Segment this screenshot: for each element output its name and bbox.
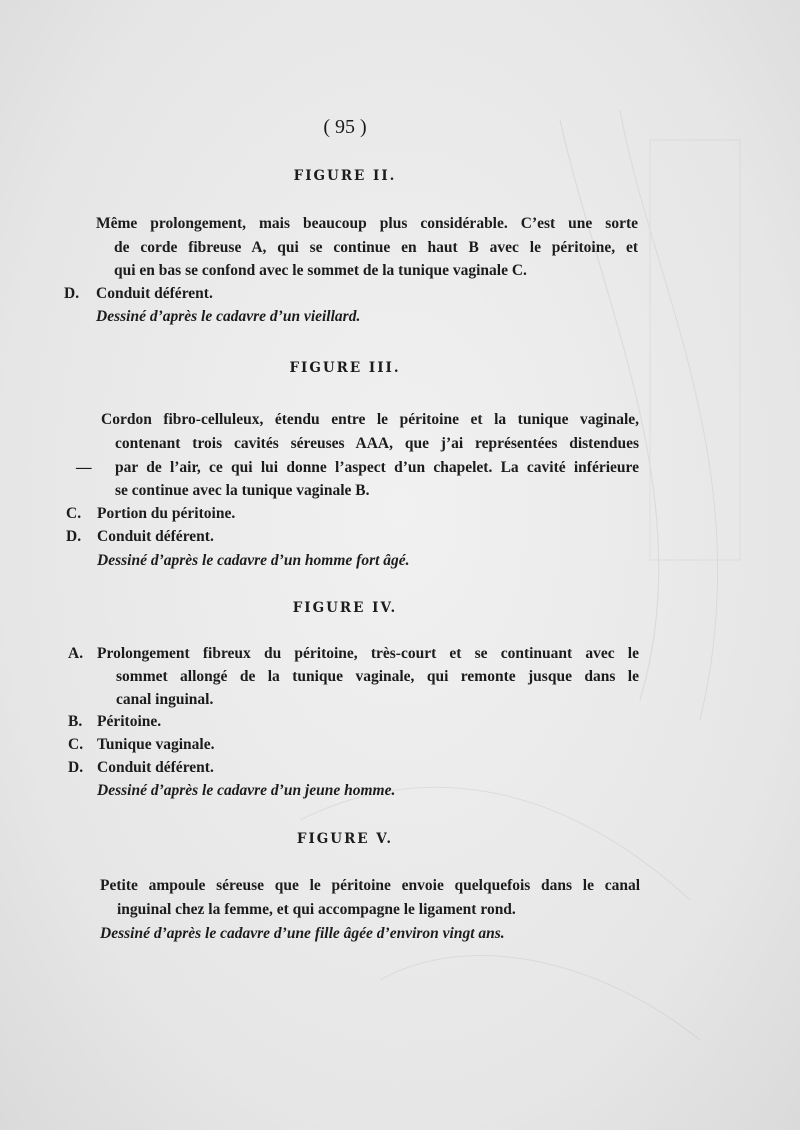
- margin-dash: —: [76, 459, 92, 476]
- body-line: par de l’air, ce qui lui donne l’aspect d’un chapelet. La cavité inférieure: [115, 459, 639, 476]
- figure-heading: FIGURE III.: [289, 360, 401, 376]
- body-line: sommet allongé de la tunique vaginale, qui remonte jusque dans le: [116, 668, 639, 685]
- figure-caption: Dessiné d’après le cadavre d’un vieillard.: [96, 308, 361, 325]
- item-text: Conduit déférent.: [97, 528, 214, 545]
- item-label: B.: [68, 713, 83, 730]
- item-text: Péritoine.: [97, 713, 162, 730]
- body-line: Prolongement fibreux du péritoine, très-court et se continuant avec le: [97, 645, 639, 662]
- item-label: D.: [64, 285, 80, 302]
- page-number: ( 95 ): [323, 116, 367, 138]
- item-text: Conduit déférent.: [96, 285, 213, 302]
- item-text: Portion du péritoine.: [97, 505, 236, 522]
- body-line: contenant trois cavités séreuses AAA, que j’ai représentées distendues: [115, 435, 639, 452]
- item-text: Conduit déférent.: [97, 759, 214, 776]
- body-line: se continue avec la tunique vaginale B.: [115, 482, 370, 499]
- body-line: inguinal chez la femme, et qui accompagne le ligament rond.: [117, 901, 516, 918]
- body-line: canal inguinal.: [116, 691, 214, 708]
- body-line: Même prolongement, mais beaucoup plus considérable. C’est une sorte: [96, 215, 638, 232]
- item-label: C.: [66, 505, 82, 522]
- figure-caption: Dessiné d’après le cadavre d’une fille âgée d’environ vingt ans.: [100, 925, 505, 942]
- body-line: Cordon fibro-celluleux, étendu entre le péritoine et la tunique vaginale,: [101, 411, 639, 428]
- item-label: D.: [66, 528, 82, 545]
- body-line: qui en bas se confond avec le sommet de la tunique vaginale C.: [114, 262, 527, 279]
- figure-heading: FIGURE V.: [296, 831, 394, 847]
- figure-caption: Dessiné d’après le cadavre d’un jeune homme.: [97, 782, 396, 799]
- figure-heading: FIGURE IV.: [292, 600, 398, 616]
- body-line: Petite ampoule séreuse que le péritoine envoie quelquefois dans le canal: [100, 877, 640, 894]
- item-label: A.: [68, 645, 84, 662]
- figure-caption: Dessiné d’après le cadavre d’un homme fort âgé.: [97, 552, 410, 569]
- item-label: D.: [68, 759, 84, 776]
- body-line: de corde fibreuse A, qui se continue en haut B avec le péritoine, et: [114, 239, 638, 256]
- item-text: Tunique vaginale.: [97, 736, 215, 753]
- figure-heading: FIGURE II.: [293, 168, 397, 184]
- item-label: C.: [68, 736, 84, 753]
